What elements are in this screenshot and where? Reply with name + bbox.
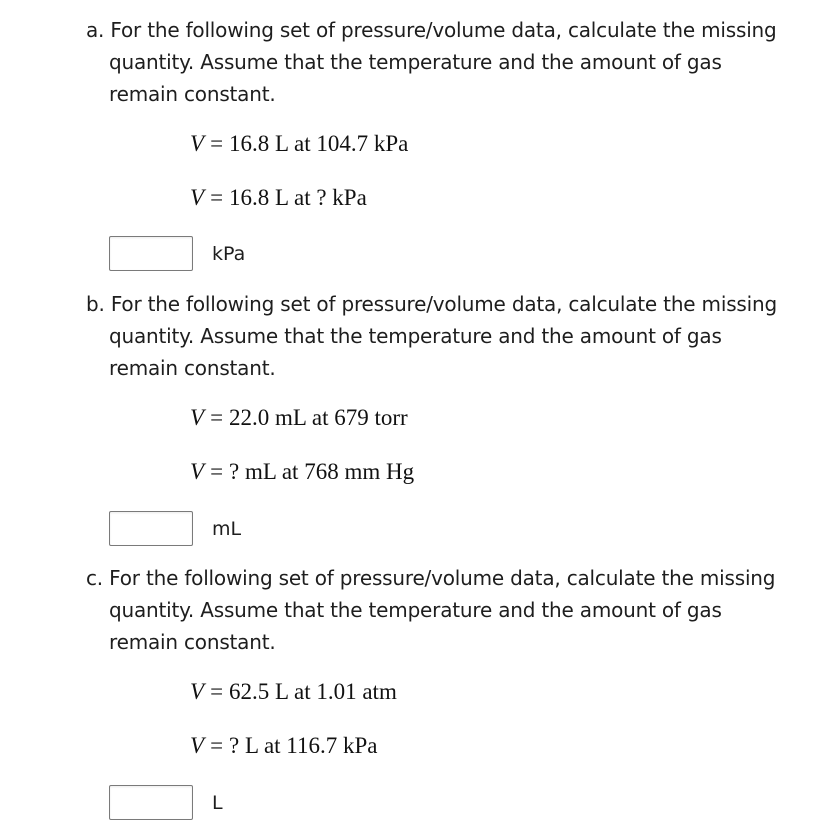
question-b-label: b.: [86, 292, 105, 316]
question-b-prompt-line2: quantity. Assume that the temperature and the amount of gas: [109, 324, 722, 348]
question-a-equation-2: [190, 184, 367, 212]
question-b-eq1-variable: V: [190, 405, 205, 430]
question-c-eq2-value: ? L at 116.7 kPa: [229, 733, 378, 758]
question-a-answer-input[interactable]: [109, 236, 193, 271]
question-c-prompt-line3: remain constant.: [109, 630, 276, 654]
question-a-eq2-variable: V: [190, 185, 205, 210]
question-b-unit: mL: [212, 518, 242, 540]
question-c-prompt: [86, 562, 786, 658]
question-c-prompt-line2: quantity. Assume that the temperature and the amount of gas: [109, 598, 722, 622]
question-a-eq1-value: 16.8 L at 104.7 kPa: [229, 131, 409, 156]
question-a-equation-1: [190, 130, 408, 158]
question-a-eq1-equals: =: [210, 131, 224, 156]
question-a-label: a.: [86, 18, 105, 42]
question-c-eq2-variable: V: [190, 733, 205, 758]
question-c-answer-input[interactable]: [109, 785, 193, 820]
question-c-prompt-line1: For the following set of pressure/volume data, calculate the missing: [109, 566, 776, 590]
question-c-unit: L: [212, 792, 223, 814]
question-a-unit: kPa: [212, 243, 246, 265]
question-c-eq1-value: 62.5 L at 1.01 atm: [229, 679, 397, 704]
question-c-eq1-variable: V: [190, 679, 205, 704]
question-b-prompt: [86, 288, 786, 384]
question-c-label: c.: [86, 566, 103, 590]
question-b-eq1-equals: =: [210, 405, 224, 430]
question-a-eq1-variable: V: [190, 131, 205, 156]
question-b-equation-1: [190, 404, 408, 432]
question-b-eq2-variable: V: [190, 459, 205, 484]
question-b-eq1-value: 22.0 mL at 679 torr: [229, 405, 408, 430]
question-b-equation-2: [190, 458, 414, 486]
question-c-eq1-equals: =: [210, 679, 224, 704]
question-b-eq2-value: ? mL at 768 mm Hg: [229, 459, 415, 484]
question-a-eq2-equals: =: [210, 185, 224, 210]
question-b-eq2-equals: =: [210, 459, 224, 484]
question-b-prompt-line1: For the following set of pressure/volume data, calculate the missing: [110, 292, 777, 316]
question-a-prompt-line1: For the following set of pressure/volume data, calculate the missing: [110, 18, 777, 42]
question-b-prompt-line3: remain constant.: [109, 356, 276, 380]
question-a-prompt-line2: quantity. Assume that the temperature and the amount of gas: [109, 50, 722, 74]
question-c-eq2-equals: =: [210, 733, 224, 758]
question-a-prompt: [86, 14, 786, 110]
question-a-eq2-value: 16.8 L at ? kPa: [229, 185, 367, 210]
question-c-equation-2: [190, 732, 377, 760]
question-c-equation-1: [190, 678, 397, 706]
question-b-answer-input[interactable]: [109, 511, 193, 546]
question-a-prompt-line3: remain constant.: [109, 82, 276, 106]
